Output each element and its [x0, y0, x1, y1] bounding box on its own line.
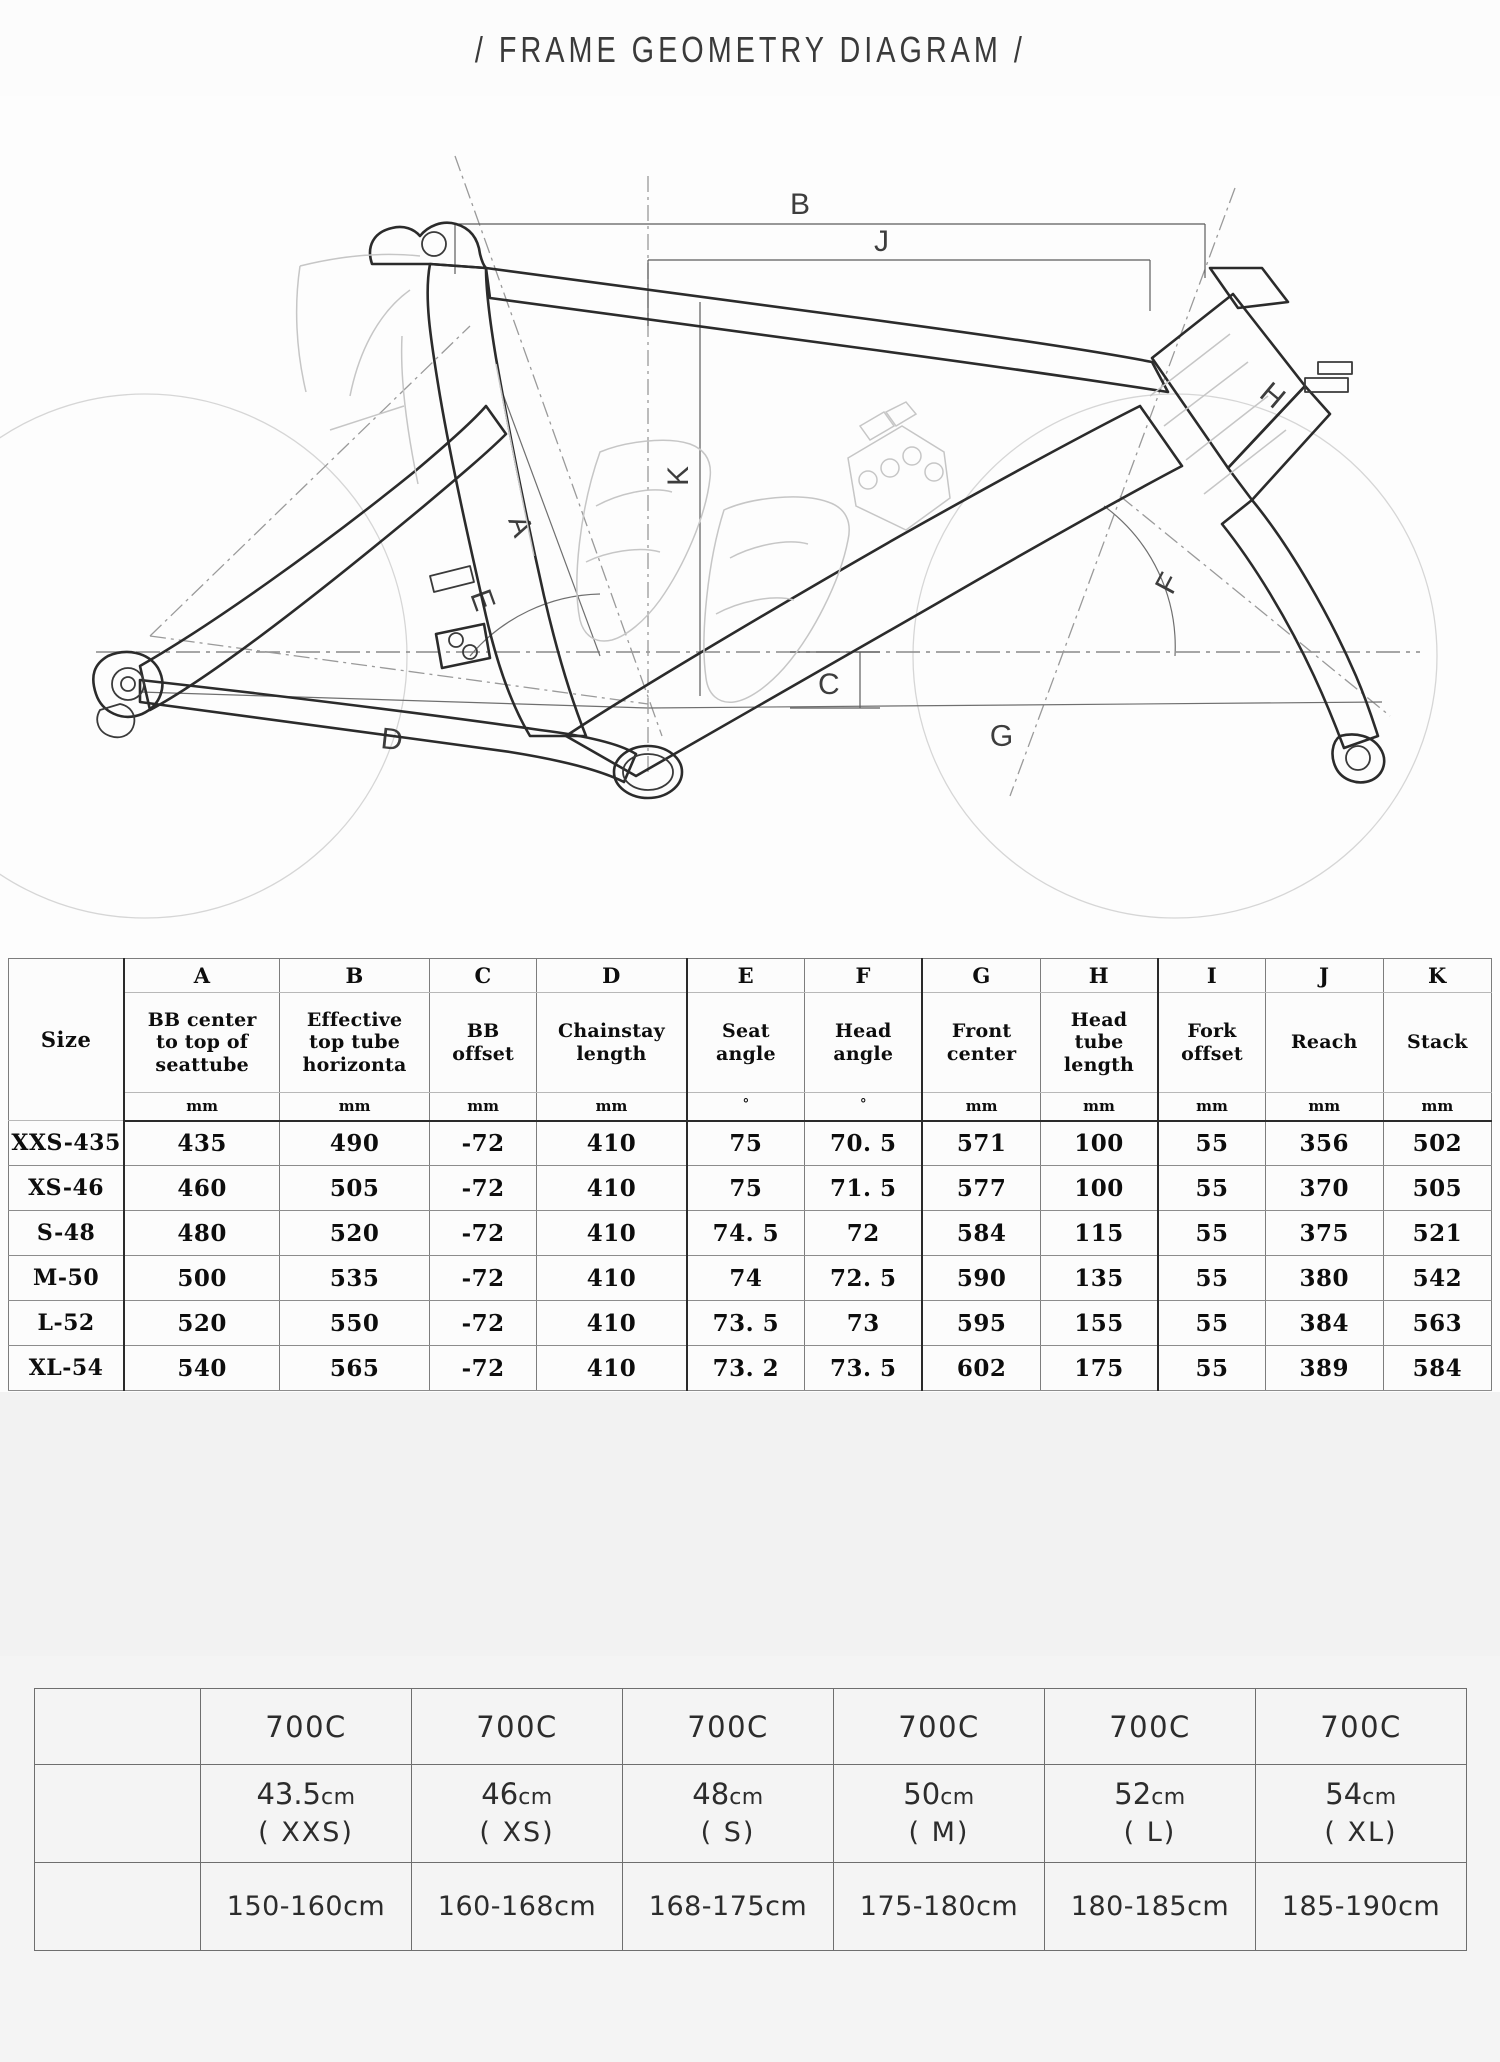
header-a-line2: to top of [156, 1031, 249, 1054]
cell-b: 550 [280, 1301, 430, 1346]
bicycle-frame-drawing [0, 96, 1500, 956]
cell-f: 71. 5 [805, 1166, 923, 1211]
cell-b: 505 [280, 1166, 430, 1211]
header-j-line1: Reach [1290, 1031, 1358, 1054]
header-b-line2: top tube [309, 1031, 401, 1054]
frame-size-xs-number: 46 [481, 1777, 519, 1812]
wheel-size-s: 700C [623, 1689, 834, 1765]
header-c-line2: offset [452, 1042, 515, 1065]
row-size: XXS-435 [9, 1121, 125, 1166]
cell-e: 73. 5 [687, 1301, 805, 1346]
cell-g: 602 [922, 1346, 1040, 1391]
cell-a: 460 [124, 1166, 279, 1211]
frame-size-l-unit: cm [1151, 1785, 1186, 1811]
header-g-line2: center [946, 1042, 1017, 1065]
dim-label-F: F [1149, 567, 1187, 600]
cell-i: 55 [1158, 1346, 1265, 1391]
letter-E: E [687, 959, 805, 993]
dim-label-J: J [874, 225, 889, 258]
frame-size-xxs-code: ( XXS) [258, 1817, 354, 1849]
frame-size-s [623, 1765, 834, 1863]
cell-k: 563 [1383, 1301, 1491, 1346]
cell-g: 584 [922, 1211, 1040, 1256]
header-e-line1: Seat [722, 1020, 770, 1043]
cell-i: 55 [1158, 1211, 1265, 1256]
header-e-line2: angle [716, 1042, 776, 1065]
header-a-name [124, 993, 279, 1093]
row-size: M-50 [9, 1256, 125, 1301]
unit-f [805, 1093, 923, 1121]
unit-g: mm [922, 1093, 1040, 1121]
row-size: XS-46 [9, 1166, 125, 1211]
frame-size-xl-code: ( XL) [1324, 1817, 1398, 1849]
frame-size-m-code: ( M) [908, 1817, 970, 1849]
header-k-line1: Stack [1407, 1031, 1468, 1054]
header-i-name [1158, 993, 1265, 1093]
header-a-line3: seattube [155, 1053, 249, 1076]
cell-h: 115 [1040, 1211, 1158, 1256]
cell-e: 73. 2 [687, 1346, 805, 1391]
header-d-name [537, 993, 687, 1093]
cell-a: 520 [124, 1301, 279, 1346]
header-size: Size [9, 959, 125, 1121]
rider-height-xl: 185-190cm [1256, 1863, 1467, 1951]
wheel-size-xs: 700C [412, 1689, 623, 1765]
geometry-table-container [8, 958, 1492, 1391]
cell-e: 74 [687, 1256, 805, 1301]
cell-k: 521 [1383, 1211, 1491, 1256]
cell-c: -72 [430, 1166, 537, 1211]
size-fit-table-container [34, 1688, 1466, 1951]
cell-d: 410 [537, 1121, 687, 1166]
unit-b: mm [280, 1093, 430, 1121]
wheel-size-xl: 700C [1256, 1689, 1467, 1765]
header-h-line1: Head [1070, 1008, 1128, 1031]
wheel-size-xxs: 700C [201, 1689, 412, 1765]
frame-size-l-number: 52 [1114, 1777, 1152, 1812]
rider-height-s: 168-175cm [623, 1863, 834, 1951]
cell-j: 389 [1265, 1346, 1383, 1391]
cell-j: 370 [1265, 1166, 1383, 1211]
cell-a: 435 [124, 1121, 279, 1166]
cell-f: 72 [805, 1211, 923, 1256]
cell-b: 490 [280, 1121, 430, 1166]
cell-d: 410 [537, 1301, 687, 1346]
page-header [0, 0, 1500, 100]
header-k-name [1383, 993, 1491, 1093]
cell-k: 542 [1383, 1256, 1491, 1301]
cell-e: 75 [687, 1166, 805, 1211]
cell-j: 356 [1265, 1121, 1383, 1166]
unit-j: mm [1265, 1093, 1383, 1121]
cell-g: 577 [922, 1166, 1040, 1211]
frame-row-label [35, 1765, 201, 1863]
frame-size-xs [412, 1765, 623, 1863]
wheel-row-label [35, 1689, 201, 1765]
header-h-line3: length [1063, 1053, 1135, 1076]
cell-h: 100 [1040, 1166, 1158, 1211]
unit-k: mm [1383, 1093, 1491, 1121]
rider-height-xs: 160-168cm [412, 1863, 623, 1951]
cell-b: 520 [280, 1211, 430, 1256]
frame-size-xs-code: ( XS) [479, 1817, 555, 1849]
header-a-line1: BB center [147, 1008, 257, 1031]
frame-size-xl [1256, 1765, 1467, 1863]
unit-i: mm [1158, 1093, 1265, 1121]
frame-size-s-number: 48 [692, 1777, 730, 1812]
header-i-line2: offset [1181, 1042, 1243, 1065]
page-title: / FRAME GEOMETRY DIAGRAM / [474, 29, 1026, 70]
rider-height-row [35, 1863, 1467, 1951]
unit-a: mm [124, 1093, 279, 1121]
dim-label-C: C [818, 668, 840, 701]
row-size: XL-54 [9, 1346, 125, 1391]
dim-label-D: D [379, 722, 405, 758]
frame-size-row [35, 1765, 1467, 1863]
cell-c: -72 [430, 1256, 537, 1301]
frame-geometry-diagram [0, 96, 1500, 956]
header-c-name [430, 993, 537, 1093]
dim-label-H: H [1253, 376, 1292, 416]
header-b-line1: Effective [306, 1008, 403, 1031]
header-h-line2: tube [1074, 1031, 1124, 1054]
header-d-line2: length [576, 1042, 647, 1065]
dim-label-A: A [501, 511, 540, 542]
letter-C: C [430, 959, 537, 993]
dim-label-G: G [989, 719, 1014, 753]
cell-j: 384 [1265, 1301, 1383, 1346]
cell-e: 74. 5 [687, 1211, 805, 1256]
cell-a: 500 [124, 1256, 279, 1301]
header-g-name [922, 993, 1040, 1093]
cell-f: 73. 5 [805, 1346, 923, 1391]
frame-size-xl-unit: cm [1362, 1785, 1397, 1811]
header-d-line1: Chainstay [558, 1020, 665, 1043]
cell-d: 410 [537, 1256, 687, 1301]
header-h-name [1040, 993, 1158, 1093]
cell-b: 565 [280, 1346, 430, 1391]
wheel-size-row [35, 1689, 1467, 1765]
header-f-line2: angle [833, 1042, 894, 1065]
cell-c: -72 [430, 1346, 537, 1391]
letter-I: I [1158, 959, 1265, 993]
cell-f: 72. 5 [805, 1256, 923, 1301]
cell-f: 73 [805, 1301, 923, 1346]
cell-k: 505 [1383, 1166, 1491, 1211]
frame-size-xxs-unit: cm [321, 1785, 356, 1811]
cell-h: 155 [1040, 1301, 1158, 1346]
header-b-name [280, 993, 430, 1093]
table-row [9, 1346, 1492, 1391]
letter-B: B [280, 959, 430, 993]
wheel-size-m: 700C [834, 1689, 1045, 1765]
frame-size-l-code: ( L) [1123, 1817, 1177, 1849]
frame-size-xl-number: 54 [1325, 1777, 1363, 1812]
header-f-line1: Head [835, 1020, 892, 1043]
rider-height-l: 180-185cm [1045, 1863, 1256, 1951]
frame-size-xxs [201, 1765, 412, 1863]
row-size: S-48 [9, 1211, 125, 1256]
letter-J: J [1265, 959, 1383, 993]
geometry-table [8, 958, 1492, 1391]
cell-d: 410 [537, 1211, 687, 1256]
size-fit-table [34, 1688, 1467, 1951]
cell-d: 410 [537, 1166, 687, 1211]
unit-e [687, 1093, 805, 1121]
unit-f-text: ° [860, 1097, 867, 1113]
table-row [9, 1121, 1492, 1166]
unit-e-text: ° [742, 1097, 750, 1113]
cell-g: 595 [922, 1301, 1040, 1346]
frame-size-s-unit: cm [729, 1785, 764, 1811]
letter-F: F [805, 959, 923, 993]
cell-g: 571 [922, 1121, 1040, 1166]
table-row [9, 1256, 1492, 1301]
frame-size-l [1045, 1765, 1256, 1863]
cell-e: 75 [687, 1121, 805, 1166]
table-names-row [9, 993, 1492, 1093]
cell-d: 410 [537, 1346, 687, 1391]
frame-size-m-unit: cm [940, 1785, 975, 1811]
cell-h: 100 [1040, 1121, 1158, 1166]
letter-K: K [1383, 959, 1491, 993]
cell-i: 55 [1158, 1121, 1265, 1166]
letter-A: A [124, 959, 279, 993]
dim-label-B: B [790, 188, 811, 221]
dim-label-K: K [662, 465, 695, 486]
cell-a: 480 [124, 1211, 279, 1256]
table-units-row [9, 1093, 1492, 1121]
cell-g: 590 [922, 1256, 1040, 1301]
cell-h: 175 [1040, 1346, 1158, 1391]
cell-b: 535 [280, 1256, 430, 1301]
cell-k: 584 [1383, 1346, 1491, 1391]
unit-c: mm [430, 1093, 537, 1121]
header-g-line1: Front [951, 1020, 1012, 1043]
spacer-band-upper [0, 1392, 1500, 1656]
cell-h: 135 [1040, 1256, 1158, 1301]
header-b-line3: horizonta [302, 1053, 407, 1076]
cell-a: 540 [124, 1346, 279, 1391]
dim-label-E: E [463, 585, 502, 616]
cell-c: -72 [430, 1301, 537, 1346]
frame-size-m [834, 1765, 1045, 1863]
height-row-label [35, 1863, 201, 1951]
frame-size-s-code: ( S) [700, 1817, 756, 1849]
frame-size-xs-unit: cm [518, 1785, 553, 1811]
header-j-name [1265, 993, 1383, 1093]
rider-height-m: 175-180cm [834, 1863, 1045, 1951]
unit-h: mm [1040, 1093, 1158, 1121]
frame-size-xxs-number: 43.5 [256, 1777, 322, 1812]
wheel-size-l: 700C [1045, 1689, 1256, 1765]
row-size: L-52 [9, 1301, 125, 1346]
cell-c: -72 [430, 1121, 537, 1166]
frame-size-m-number: 50 [903, 1777, 941, 1812]
rider-height-xxs: 150-160cm [201, 1863, 412, 1951]
cell-f: 70. 5 [805, 1121, 923, 1166]
cell-i: 55 [1158, 1166, 1265, 1211]
table-row [9, 1211, 1492, 1256]
header-e-name [687, 993, 805, 1093]
table-row [9, 1166, 1492, 1211]
cell-c: -72 [430, 1211, 537, 1256]
table-row [9, 1301, 1492, 1346]
header-c-line1: BB [466, 1020, 500, 1043]
unit-d: mm [537, 1093, 687, 1121]
letter-D: D [537, 959, 687, 993]
cell-i: 55 [1158, 1256, 1265, 1301]
table-letters-row [9, 959, 1492, 993]
letter-G: G [922, 959, 1040, 993]
letter-H: H [1040, 959, 1158, 993]
header-i-line1: Fork [1187, 1020, 1237, 1043]
cell-i: 55 [1158, 1301, 1265, 1346]
header-f-name [805, 993, 923, 1093]
cell-k: 502 [1383, 1121, 1491, 1166]
cell-j: 380 [1265, 1256, 1383, 1301]
cell-j: 375 [1265, 1211, 1383, 1256]
